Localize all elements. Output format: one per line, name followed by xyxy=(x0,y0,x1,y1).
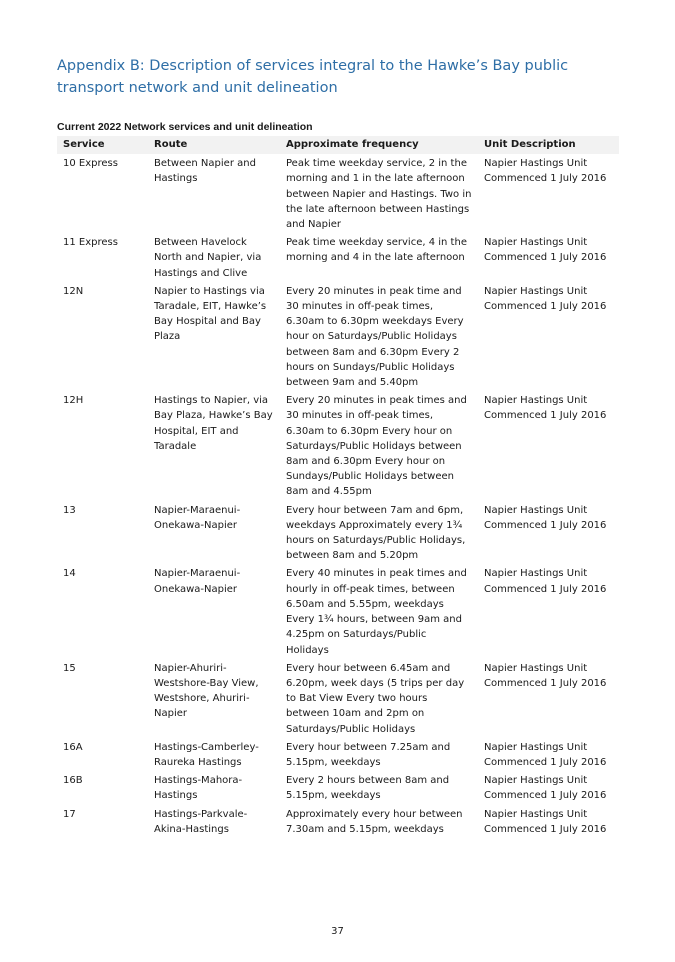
header-frequency: Approximate frequency xyxy=(280,136,478,154)
cell-unit-description: Napier Hastings Unit Commenced 1 July 2016 xyxy=(484,395,607,422)
cell-frequency: Peak time weekday service, 2 in the morning and 1 in the late afternoon between Napier and Hastings. Two in the late afternoon between Hastings and Napier xyxy=(286,158,472,231)
cell-route: Hastings-Camberley-Raureka Hastings xyxy=(154,741,259,768)
cell-frequency: Every hour between 7am and 6pm, weekdays Approximately every 1¾ hours on Saturdays/Public Holidays, between 8am and 5.20pm xyxy=(286,504,466,562)
page-number: 37 xyxy=(331,926,344,937)
table-header-row xyxy=(57,136,619,154)
cell-unit-description: Napier Hastings Unit Commenced 1 July 2016 xyxy=(484,237,607,264)
header-unit-description: Unit Description xyxy=(478,136,619,154)
table-row xyxy=(57,771,619,804)
cell-route: Napier-Maraenui-Onekawa-Napier xyxy=(154,568,241,595)
cell-frequency: Approximately every hour between 7.30am and 5.15pm, weekdays xyxy=(286,808,463,835)
header-route: Route xyxy=(148,136,280,154)
cell-service: 16B xyxy=(63,775,83,787)
cell-route: Napier-Maraenui-Onekawa-Napier xyxy=(154,504,241,531)
cell-unit-description: Napier Hastings Unit Commenced 1 July 2016 xyxy=(484,285,607,313)
cell-frequency: Every 20 minutes in peak times and 30 minutes in off-peak times, 6.30am to 6.30pm Every hour on Saturdays/Public Holidays between 8am and 6.30pm Every hour on Sundays/Public Holidays between 8am and 4.55pm xyxy=(286,395,467,498)
table-row xyxy=(57,738,619,771)
cell-route: Between Havelock North and Napier, via Hastings and Clive xyxy=(154,237,262,279)
cell-service: 13 xyxy=(63,504,76,516)
cell-route: Napier to Hastings via Taradale, EIT, Hawke’s Bay Hospital and Bay Plaza xyxy=(154,285,267,343)
cell-unit-description: Napier Hastings Unit Commenced 1 July 2016 xyxy=(484,568,607,595)
cell-route: Hastings-Parkvale-Akina-Hastings xyxy=(154,808,248,835)
cell-route: Hastings to Napier, via Bay Plaza, Hawke’s Bay Hospital, EIT and Taradale xyxy=(154,395,273,452)
page-heading: Appendix B: Description of services integral to the Hawke’s Bay public transport network and unit delineation xyxy=(57,58,569,96)
cell-service: 15 xyxy=(63,662,76,674)
cell-unit-description: Napier Hastings Unit Commenced 1 July 2016 xyxy=(484,662,607,689)
cell-service: 14 xyxy=(63,568,76,580)
table-caption: Current 2022 Network services and unit delineation xyxy=(57,121,313,133)
cell-unit-description: Napier Hastings Unit Commenced 1 July 2016 xyxy=(484,158,607,185)
cell-service: 11 Express xyxy=(63,237,118,249)
table-row xyxy=(57,391,619,500)
cell-route: Between Napier and Hastings xyxy=(154,158,256,185)
table-row xyxy=(57,564,619,658)
cell-unit-description: Napier Hastings Unit Commenced 1 July 2016 xyxy=(484,741,607,768)
cell-service: 12H xyxy=(63,395,84,407)
table-row xyxy=(57,282,619,391)
cell-service: 16A xyxy=(63,741,83,753)
table-row xyxy=(57,501,619,565)
cell-route: Hastings-Mahora-Hastings xyxy=(154,775,243,802)
services-table xyxy=(57,136,619,838)
cell-frequency: Every hour between 6.45am and 6.20pm, week days (5 trips per day to Bat View Every two hours between 10am and 2pm on Saturdays/Public Holidays xyxy=(286,662,465,735)
cell-frequency: Peak time weekday service, 4 in the morning and 4 in the late afternoon xyxy=(286,237,467,264)
table-row xyxy=(57,805,619,838)
cell-unit-description: Napier Hastings Unit Commenced 1 July 2016 xyxy=(484,775,607,802)
cell-frequency: Every 20 minutes in peak time and 30 minutes in off-peak times, 6.30am to 6.30pm weekdays Every hour on Saturdays/Public Holidays between 8am and 6.30pm Every 2 hours on Sundays/Public Holidays between 9am and 5.40pm xyxy=(286,285,464,389)
cell-unit-description: Napier Hastings Unit Commenced 1 July 2016 xyxy=(484,504,607,531)
cell-service: 17 xyxy=(63,808,76,820)
cell-frequency: Every hour between 7.25am and 5.15pm, weekdays xyxy=(286,741,451,768)
cell-service: 10 Express xyxy=(63,158,118,170)
cell-frequency: Every 40 minutes in peak times and hourly in off-peak times, between 6.50am and 5.55pm, weekdays Every 1¾ hours, between 9am and 4.25pm on Saturdays/Public Holidays xyxy=(286,568,467,656)
cell-service: 12N xyxy=(63,285,84,297)
header-service: Service xyxy=(57,136,148,154)
cell-route: Napier-Ahuriri-Westshore-Bay View, Westshore, Ahuriri-Napier xyxy=(154,662,259,720)
table-row xyxy=(57,659,619,738)
cell-unit-description: Napier Hastings Unit Commenced 1 July 2016 xyxy=(484,808,607,835)
table-row xyxy=(57,233,619,282)
table-row xyxy=(57,154,619,233)
cell-frequency: Every 2 hours between 8am and 5.15pm, weekdays xyxy=(286,775,450,802)
